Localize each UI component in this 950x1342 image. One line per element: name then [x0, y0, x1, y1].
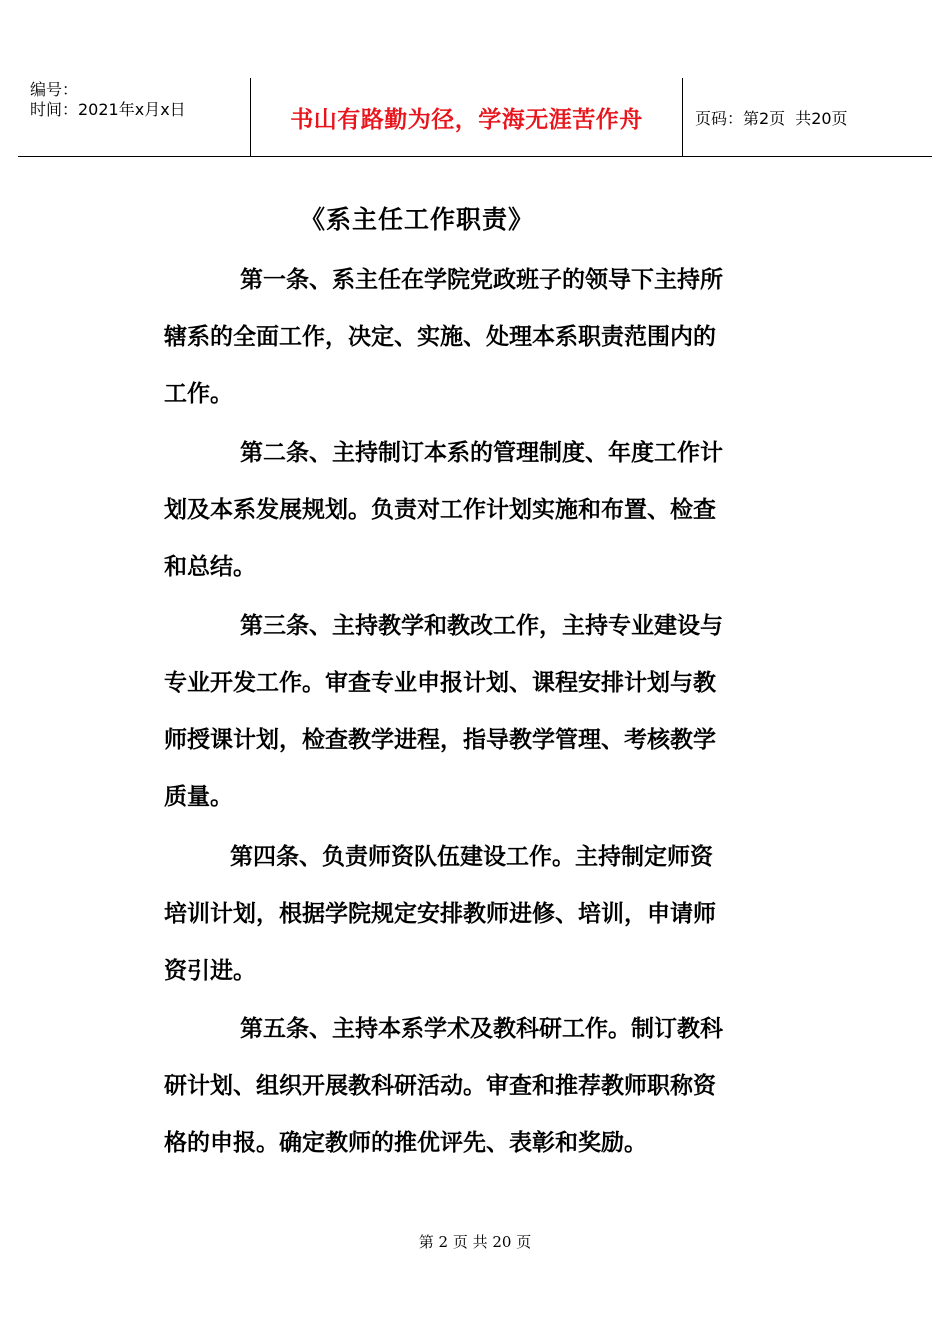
- article-line: 培训计划，根据学院规定安排教师进修、培训，申请师: [164, 900, 716, 927]
- article-2: [164, 424, 794, 595]
- article-line: 划及本系发展规划。负责对工作计划实施和布置、检查: [164, 496, 716, 523]
- article-line: 第三条、主持教学和教改工作，主持专业建设与: [240, 612, 723, 639]
- article-line: 第五条、主持本系学术及教科研工作。制订教科: [240, 1015, 723, 1042]
- article-3: [164, 597, 794, 825]
- article-line: 格的申报。确定教师的推优评先、表彰和奖励。: [164, 1129, 647, 1156]
- motto-text: 书山有路勤为径，学海无涯苦作舟: [290, 106, 643, 133]
- page-number-label: 页码：第2页: [695, 108, 786, 128]
- article-1: [164, 251, 794, 422]
- article-line: 资引进。: [164, 957, 256, 984]
- header-meta-cell: [18, 78, 251, 156]
- article-line: 研计划、组织开展教科研活动。审查和推荐教师职称资: [164, 1072, 716, 1099]
- header-page-cell: [683, 78, 932, 156]
- article-line: 师授课计划，检查教学进程，指导教学管理、考核教学: [164, 726, 716, 753]
- article-line: 工作。: [164, 380, 233, 407]
- article-5: [164, 1000, 794, 1171]
- article-line: 第一条、系主任在学院党政班子的领导下主持所: [240, 266, 723, 293]
- serial-number-label: 编号：: [30, 80, 79, 99]
- time-label: 时间：2021年x月x日: [30, 100, 186, 119]
- page-footer: 第 2 页 共 20 页: [418, 1233, 532, 1251]
- article-line: 专业开发工作。审查专业申报计划、课程安排计划与教: [164, 669, 716, 696]
- total-pages-label: 共20页: [795, 108, 848, 128]
- page-header: [18, 78, 932, 157]
- header-motto-cell: [251, 78, 683, 156]
- article-line: 第四条、负责师资队伍建设工作。主持制定师资: [230, 843, 713, 870]
- article-line: 辖系的全面工作，决定、实施、处理本系职责范围内的: [164, 323, 716, 350]
- article-4: [164, 828, 794, 999]
- article-line: 质量。: [164, 783, 233, 810]
- article-line: 和总结。: [164, 553, 256, 580]
- article-line: 第二条、主持制订本系的管理制度、年度工作计: [240, 439, 723, 466]
- document-title: 《系主任工作职责》: [300, 205, 535, 234]
